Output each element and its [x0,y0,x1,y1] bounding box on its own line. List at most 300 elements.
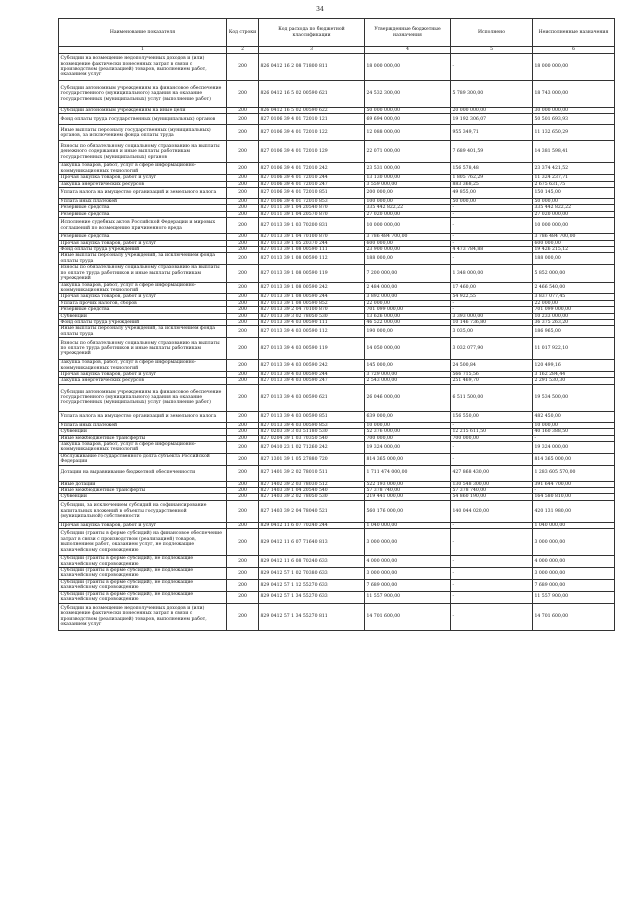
row-code: 200 [227,181,259,187]
row-name: Резервные средства [59,205,227,211]
row-approved: 7 200 000,00 [365,265,451,282]
row-code: 200 [227,141,259,163]
row-code: 200 [227,199,259,205]
row-approved: 335 442 822,22 [365,205,451,211]
row-unexecuted: 11 324 237,71 [533,175,615,181]
row-executed: - [451,253,533,265]
row-class-code: 827 0106 39 4 01 72010 129 [259,141,365,163]
row-executed: 156 578,48 [451,163,533,175]
row-class-code: 827 0113 39 2 04 70100 870 [259,307,365,313]
row-approved: 3 892 000,00 [365,294,451,300]
row-executed: - [451,568,533,580]
row-executed: 427 868 430,00 [451,465,533,481]
row-approved: 145 000,00 [365,360,451,372]
row-approved: 57 378 740,00 [365,488,451,494]
row-name: Уплата прочих налогов, сборов [59,300,227,306]
row-unexecuted: 150 145,00 [533,188,615,199]
row-approved: 701 099 000,00 [365,307,451,313]
row-unexecuted: 1 040 000,00 [533,522,615,528]
row-unexecuted: - [533,488,615,494]
row-class-code: 827 0113 39 1 08 00590 242 [259,282,365,294]
row-approved: 3 729 000,00 [365,371,451,377]
row-executed: - [451,234,533,240]
row-approved: 2 543 000,00 [365,378,451,384]
row-name: Взносы по обязательному социальному страхованию на выплаты по оплате труда работников и иные выплаты работникам учреждений [59,265,227,282]
row-approved: 46 522 000,00 [365,319,451,325]
row-code: 200 [227,114,259,125]
row-approved: 100 000,00 [365,199,451,205]
row-class-code: 827 0113 39 4 03 00590 244 [259,371,365,377]
row-unexecuted: 36 375 263,20 [533,319,615,325]
row-executed: 49 855,00 [451,188,533,199]
row-code: 200 [227,300,259,306]
row-class-code: 827 0106 39 4 01 72010 242 [259,163,365,175]
row-executed: - [451,205,533,211]
table-row [59,384,615,411]
row-unexecuted: 14 381 598,41 [533,141,615,163]
row-code: 200 [227,81,259,108]
row-class-code: 829 0412 57 1 12 55270 633 [259,579,365,591]
row-unexecuted: 4 000 000,00 [533,556,615,568]
row-executed: - [451,300,533,306]
row-code: 200 [227,108,259,114]
row-executed: 3 035,00 [451,326,533,338]
row-code: 200 [227,556,259,568]
row-approved: 26 046 000,00 [365,384,451,411]
page-number: 34 [316,6,324,13]
table-row [59,253,615,265]
row-approved: 10 000,00 [365,422,451,428]
row-code: 200 [227,360,259,372]
row-approved: 200 000,00 [365,188,451,199]
budget-execution-table [58,18,615,631]
row-executed: 20 000 000,00 [451,108,533,114]
row-unexecuted: 3 786 484 700,00 [533,234,615,240]
table-row [59,579,615,591]
row-approved: 52 376 000,00 [365,429,451,435]
row-unexecuted: 23 374 421,52 [533,163,615,175]
row-unexecuted: 14 701 600,00 [533,603,615,630]
row-executed: - [451,591,533,603]
row-approved: 11 557 900,00 [365,591,451,603]
row-executed: 130 548 300,00 [451,481,533,487]
row-unexecuted: 7 689 000,00 [533,579,615,591]
row-approved: 3 559 000,00 [365,181,451,187]
row-code: 200 [227,494,259,500]
row-unexecuted: 19 426 215,12 [533,247,615,253]
row-code: 200 [227,435,259,441]
row-class-code: 827 1401 39 2 02 78010 511 [259,465,365,481]
row-name: Фонд оплаты труда учреждений [59,247,227,253]
row-class-code: 829 0412 11 6 07 70240 244 [259,522,365,528]
row-code: 200 [227,188,259,199]
row-approved: 1 711 474 000,00 [365,465,451,481]
row-approved: 3 000 000,00 [365,529,451,556]
row-name: Прочая закупка товаров, работ и услуг [59,240,227,246]
row-approved: 639 000,00 [365,411,451,422]
row-class-code: 827 0113 39 1 08 00590 119 [259,265,365,282]
row-name: Закупка энергетических ресурсов [59,378,227,384]
row-unexecuted: 19 534 500,00 [533,384,615,411]
row-approved: 13 130 000,00 [365,175,451,181]
row-unexecuted: 10 000 000,00 [533,218,615,234]
row-unexecuted: 2 675 631,75 [533,181,615,187]
row-class-code: 829 0412 57 1 02 70380 633 [259,568,365,580]
row-class-code: 827 0113 39 1 08 00590 111 [259,247,365,253]
row-name: Уплата налога на имущество организаций и земельного налога [59,188,227,199]
row-name: Субсидии (гранты в форме субсидий), не подлежащие казначейскому сопровождению [59,591,227,603]
row-name: Фонд оплаты труда государственных (муниципальных) органов [59,114,227,125]
row-executed: - [451,556,533,568]
row-class-code: 827 0111 39 1 04 20570 870 [259,211,365,217]
row-class-code: 829 0412 57 1 34 55270 811 [259,603,365,630]
row-name: Резервные средства [59,234,227,240]
row-approved: 522 193 000,00 [365,481,451,487]
table-row [59,218,615,234]
row-executed: 140 044 020,00 [451,500,533,522]
row-code: 200 [227,429,259,435]
row-name: Закупка товаров, работ, услуг в сфере информационно-коммуникационных технологий [59,442,227,454]
table-row [59,411,615,422]
row-unexecuted: 701 099 000,00 [533,307,615,313]
row-name: Обслуживание государственного долга субъекта Российской Федерации [59,453,227,465]
row-code: 200 [227,294,259,300]
row-unexecuted: 50 000,00 [533,199,615,205]
row-class-code: 827 0113 39 1 05 20370 244 [259,240,365,246]
row-approved: 3 786 484 700,00 [365,234,451,240]
row-code: 200 [227,481,259,487]
row-name: Дотации на выравнивание бюджетной обеспеченности [59,465,227,481]
row-name: Субсидии на возмещение недополученных доходов и (или) возмещение фактически понесенных затрат в связи с производством (реализацией) товаров, выполнением работ, оказанием услуг [59,603,227,630]
table-row [59,54,615,81]
row-code: 200 [227,579,259,591]
row-code: 200 [227,307,259,313]
row-unexecuted: 30 000 000,00 [533,108,615,114]
row-executed: 54 860 190,00 [451,494,533,500]
row-approved: 27 020 000,00 [365,211,451,217]
row-name: Взносы по обязательному социальному страхованию на выплаты по оплате труда работников и иные выплаты работникам учреждений [59,338,227,360]
row-unexecuted: 164 580 810,00 [533,494,615,500]
row-class-code: 827 0113 39 4 03 00590 112 [259,326,365,338]
row-executed: 1 348 000,00 [451,265,533,282]
row-name: Закупка товаров, работ, услуг в сфере информационно-коммуникационных технологий [59,360,227,372]
row-name: Прочая закупка товаров, работ и услуг [59,294,227,300]
row-code: 200 [227,453,259,465]
row-approved: 69 694 000,00 [365,114,451,125]
row-name: Иные дотации [59,481,227,487]
row-approved: 10 000 000,00 [365,218,451,234]
row-code: 200 [227,338,259,360]
row-code: 200 [227,240,259,246]
row-class-code: 826 0412 16 5 02 00590 621 [259,81,365,108]
row-executed: 4 473 784,88 [451,247,533,253]
row-class-code: 827 0106 39 4 01 72010 853 [259,199,365,205]
row-unexecuted: - [533,435,615,441]
row-approved: 19 324 000,00 [365,442,451,454]
table-row [59,556,615,568]
row-name: Резервные средства [59,307,227,313]
row-approved: 188 000,00 [365,253,451,265]
row-unexecuted: 3 162 284,44 [533,371,615,377]
row-unexecuted: 186 965,00 [533,326,615,338]
row-class-code: 827 0113 39 4 03 00590 119 [259,338,365,360]
header-approved: Утвержденные бюджетные назначения [365,19,451,47]
row-code: 200 [227,319,259,325]
row-code: 200 [227,54,259,81]
row-executed: 156 550,00 [451,411,533,422]
row-unexecuted: 420 131 980,00 [533,500,615,522]
row-approved: 14 701 600,00 [365,603,451,630]
row-code: 200 [227,488,259,494]
row-code: 200 [227,384,259,411]
row-executed: - [451,522,533,528]
row-approved: 50 000 000,00 [365,108,451,114]
row-unexecuted: 19 324 000,00 [533,442,615,454]
row-code: 200 [227,326,259,338]
row-code: 200 [227,371,259,377]
row-approved: 600 000,00 [365,240,451,246]
row-approved: 4 000 000,00 [365,556,451,568]
row-class-code: 827 0106 39 4 01 72010 244 [259,175,365,181]
row-class-code: 827 1403 39 2 02 78050 530 [259,494,365,500]
table-row [59,163,615,175]
row-class-code: 827 1402 39 2 03 78030 512 [259,481,365,487]
row-name: Прочая закупка товаров, работ и услуг [59,522,227,528]
row-unexecuted: 3 837 077,45 [533,294,615,300]
row-executed: - [451,603,533,630]
table-row [59,141,615,163]
row-class-code: 827 1403 39 1 04 20540 540 [259,488,365,494]
row-executed: - [451,442,533,454]
row-unexecuted: 50 501 693,93 [533,114,615,125]
row-class-code: 827 1301 39 1 05 27880 720 [259,453,365,465]
row-code: 200 [227,465,259,481]
row-approved: 814 365 000,00 [365,453,451,465]
row-unexecuted: 3 000 000,00 [533,529,615,556]
row-class-code: 827 0113 39 4 03 00590 853 [259,422,365,428]
row-name: Субсидии на возмещение недополученных доходов и (или) возмещение фактически понесенных затрат в связи с производством (реализацией) товаров, выполнением работ, оказанием услуг [59,54,227,81]
row-approved: 219 441 000,00 [365,494,451,500]
table-row [59,568,615,580]
row-code: 200 [227,282,259,294]
row-name: Иные выплаты персоналу учреждений, за исключением фонда оплаты труда [59,253,227,265]
row-approved: 24 532 300,00 [365,81,451,108]
row-name: Резервные средства [59,211,227,217]
row-executed: 19 192 306,07 [451,114,533,125]
row-unexecuted: 18 743 000,00 [533,81,615,108]
header-executed: Исполнено [451,19,533,47]
row-executed: 50 000,00 [451,199,533,205]
table-row [59,603,615,630]
row-class-code: 826 0412 16 5 02 00590 622 [259,108,365,114]
table-row [59,591,615,603]
row-class-code: 827 0113 39 1 08 00590 112 [259,253,365,265]
row-name: Субсидии (гранты в форме субсидий), не подлежащие казначейскому сопровождению [59,579,227,591]
row-unexecuted: 120 499,16 [533,360,615,372]
row-name: Иные межбюджетные трансферты [59,488,227,494]
row-name: Субвенции [59,429,227,435]
row-name: Иные выплаты персоналу учреждений, за исключением фонда оплаты труда [59,326,227,338]
table-row [59,114,615,125]
col-number: 5 [451,47,533,54]
row-unexecuted: 11 017 922,10 [533,338,615,360]
row-unexecuted: 10 233 000,00 [533,313,615,319]
row-unexecuted: 2 291 530,30 [533,378,615,384]
header-class: Код расхода по бюджетной классификации [259,19,365,47]
row-class-code: 827 0113 39 4 03 00590 242 [259,360,365,372]
row-code: 200 [227,211,259,217]
col-number: 3 [259,47,365,54]
row-code: 200 [227,422,259,428]
row-unexecuted: 600 000,00 [533,240,615,246]
header-code: Код строки [227,19,259,47]
row-name: Закупка товаров, работ, услуг в сфере информационно-коммуникационных технологий [59,163,227,175]
row-code: 200 [227,205,259,211]
row-code: 200 [227,265,259,282]
row-executed: 3 032 077,90 [451,338,533,360]
row-approved: 14 050 000,00 [365,338,451,360]
row-executed: 883 368,25 [451,181,533,187]
table-row [59,529,615,556]
row-name: Закупка товаров, работ, услуг в сфере информационно-коммуникационных технологий [59,282,227,294]
row-approved: 23 900 000,00 [365,247,451,253]
row-class-code: 827 1403 39 2 04 78040 521 [259,500,365,522]
row-code: 200 [227,234,259,240]
row-name: Субсидии (гранты в форме субсидий), не подлежащие казначейскому сопровождению [59,568,227,580]
table-header-row [59,19,615,47]
col-number: 2 [227,47,259,54]
row-name: Субсидии автономным учреждениям на финансовое обеспечение государственного (муниципального) задания на оказание государственных (муниципальных) услуг (выполнение работ) [59,384,227,411]
row-code: 200 [227,175,259,181]
row-unexecuted: 335 442 822,22 [533,205,615,211]
row-approved: 700 000,00 [365,435,451,441]
row-class-code: 827 0113 39 1 08 00590 852 [259,300,365,306]
row-executed: 24 500,84 [451,360,533,372]
row-executed: 955 349,71 [451,125,533,141]
header-unexecuted: Неисполненные назначения [533,19,615,47]
row-class-code: 827 0410 23 1 02 71260 242 [259,442,365,454]
row-approved: 7 689 000,00 [365,579,451,591]
row-unexecuted: 10 000,00 [533,422,615,428]
row-approved: 2 484 000,00 [365,282,451,294]
col-number: 6 [533,47,615,54]
row-approved: 13 626 000,00 [365,313,451,319]
row-approved: 12 088 000,00 [365,125,451,141]
row-class-code: 827 0113 39 4 03 00590 621 [259,384,365,411]
row-class-code: 827 0106 39 4 01 72010 122 [259,125,365,141]
row-unexecuted: 391 644 700,00 [533,481,615,487]
row-unexecuted: 188 000,00 [533,253,615,265]
row-code: 200 [227,163,259,175]
row-unexecuted: 3 000 000,00 [533,568,615,580]
row-executed: 1 805 762,29 [451,175,533,181]
row-approved: 22 071 000,00 [365,141,451,163]
row-approved: 1 040 000,00 [365,522,451,528]
table-row [59,282,615,294]
table-row [59,125,615,141]
row-name: Уплата иных платежей [59,422,227,428]
row-unexecuted: 814 365 000,00 [533,453,615,465]
row-unexecuted: 27 020 000,00 [533,211,615,217]
row-class-code: 827 0113 39 1 03 70200 831 [259,218,365,234]
row-executed: 10 146 736,80 [451,319,533,325]
table-row [59,81,615,108]
row-code: 200 [227,247,259,253]
row-class-code: 827 0113 39 4 03 00590 111 [259,319,365,325]
row-executed: 566 715,56 [451,371,533,377]
row-code: 200 [227,313,259,319]
row-class-code: 827 0113 39 1 08 00590 244 [259,294,365,300]
row-code: 200 [227,568,259,580]
row-name: Субвенции [59,313,227,319]
col-number: 1 [59,47,227,54]
row-executed: 5 789 300,00 [451,81,533,108]
row-name: Прочая закупка товаров, работ и услуг [59,371,227,377]
row-code: 200 [227,591,259,603]
row-executed: 12 215 611,50 [451,429,533,435]
table-row [59,442,615,454]
row-unexecuted: 18 000 000,00 [533,54,615,81]
table-row [59,465,615,481]
row-approved: 18 000 000,00 [365,54,451,81]
row-executed: - [451,240,533,246]
row-class-code: 827 0106 39 4 01 72010 247 [259,181,365,187]
row-class-code: 827 0106 39 4 01 72010 121 [259,114,365,125]
row-name: Субсидии автономным учреждениям на финансовое обеспечение государственного (муниципального) задания на оказание государственных (муниципальных) услуг (выполнение работ) [59,81,227,108]
row-code: 200 [227,411,259,422]
row-class-code: 827 0113 39 3 02 78050 530 [259,313,365,319]
row-code: 200 [227,253,259,265]
row-name: Закупка энергетических ресурсов [59,181,227,187]
row-name: Иные выплаты персоналу государственных (муниципальных) органов, за исключением фонда оплаты труда [59,125,227,141]
row-approved: 190 000,00 [365,326,451,338]
row-executed: 251 469,70 [451,378,533,384]
row-executed: 7 689 401,59 [451,141,533,163]
row-executed: - [451,529,533,556]
row-name: Уплата налога на имущество организаций и земельного налога [59,411,227,422]
row-executed: - [451,422,533,428]
row-code: 200 [227,378,259,384]
row-unexecuted: 11 132 650,29 [533,125,615,141]
row-code: 200 [227,442,259,454]
row-class-code: 829 0412 11 6 08 70240 633 [259,556,365,568]
row-name: Субсидии, за исключением субсидий на софинансирование капитальных вложений в объекты государственной (муниципальной) собственности [59,500,227,522]
row-approved: 560 176 000,00 [365,500,451,522]
row-code: 200 [227,522,259,528]
row-name: Исполнение судебных актов Российской Федерации и мировых соглашений по возмещению причиненного вреда [59,218,227,234]
table-row [59,338,615,360]
row-name: Субвенции [59,494,227,500]
table-row [59,453,615,465]
row-name: Субсидии автономным учреждениям на иные цели [59,108,227,114]
row-class-code: 827 0113 39 4 03 00590 247 [259,378,365,384]
row-class-code: 827 0106 39 4 01 72010 851 [259,188,365,199]
row-executed: - [451,218,533,234]
col-number: 4 [365,47,451,54]
row-code: 200 [227,603,259,630]
row-unexecuted: 5 852 000,00 [533,265,615,282]
row-unexecuted: 11 557 900,00 [533,591,615,603]
row-name: Фонд оплаты труда учреждений [59,319,227,325]
row-name: Субсидии (гранты в форме субсидий) на финансовое обеспечение затрат в связи с производством (реализацией) товаров, выполнением работ, оказанием услуг, не подлежащие казначейскому сопровождению [59,529,227,556]
row-executed: 57 378 740,00 [451,488,533,494]
row-approved: 23 531 000,00 [365,163,451,175]
row-name: Прочая закупка товаров, работ и услуг [59,175,227,181]
row-executed: 17 460,00 [451,282,533,294]
row-executed: - [451,453,533,465]
row-class-code: 827 0113 39 1 04 70100 870 [259,234,365,240]
row-executed: - [451,211,533,217]
